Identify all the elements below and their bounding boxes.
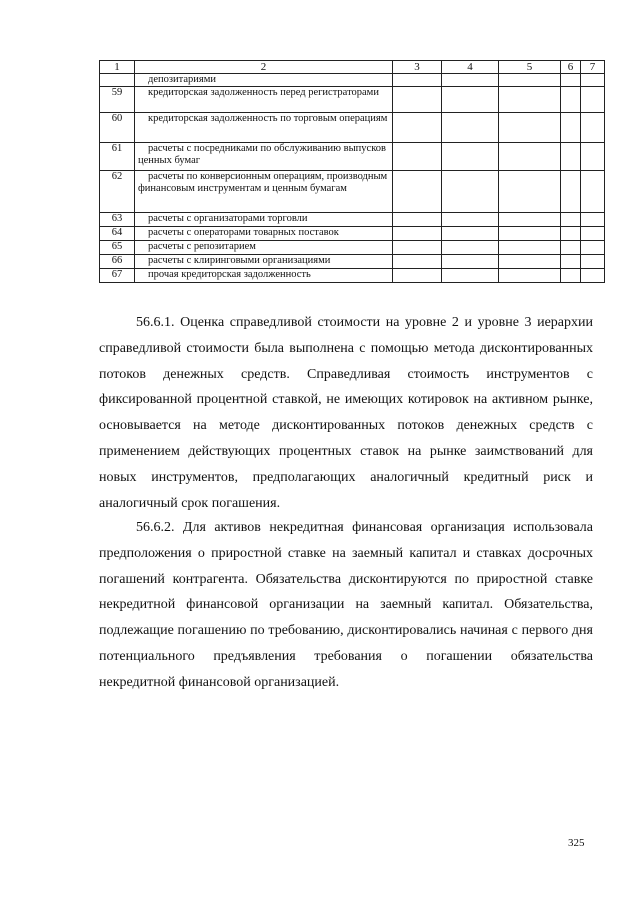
paragraph-56-6-2: 56.6.2. Для активов некредитная финансовая организация использовала предположения о приростной ставке на заемный капитал и ставках досрочных погашений контрагента. Обязательства дисконтируются по приростной ставке некредитной финансовой организации на заемный капитал. Обязательства, подлежащие погашению по требованию, дисконтировались начиная с первого дня потенциального предъявления требования о погашении обязательства некредитной финансовой организацией. (99, 520, 593, 690)
column-header: 6 (561, 61, 581, 74)
row-number: 65 (100, 241, 135, 255)
row-description: расчеты с операторами товарных поставок (135, 227, 393, 241)
paragraph-56-6-1: 56.6.1. Оценка справедливой стоимости на уровне 2 и уровне 3 иерархии справедливой стоимости была выполнена с помощью метода дисконтированных потоков денежных средств. Справедливая стоимость инструментов с фиксированной процентной ставкой, не имеющих котировок на активном рынке, основывается на методе дисконтированных потоков денежных средств с применением действующих процентных ставок на рынке заимствований для новых инструментов, предполагающих аналогичный кредитный риск и аналогичный срок погашения. (99, 315, 593, 511)
row-number: 61 (100, 143, 135, 171)
table-row (100, 113, 605, 143)
row-number: 62 (100, 171, 135, 213)
row-number: 66 (100, 255, 135, 269)
table-row (100, 241, 605, 255)
table-row (100, 87, 605, 113)
column-header: 1 (100, 61, 135, 74)
row-description: расчеты с организаторами торговли (135, 213, 393, 227)
table-row (100, 213, 605, 227)
row-description: расчеты с клиринговыми организациями (135, 255, 393, 269)
row-number: 59 (100, 87, 135, 113)
row-description: кредиторская задолженность по торговым операциям (135, 113, 393, 143)
table-row (100, 255, 605, 269)
row-number: 60 (100, 113, 135, 143)
data-table (99, 60, 605, 283)
column-header: 2 (135, 61, 393, 74)
row-description: прочая кредиторская задолженность (135, 269, 393, 283)
table-row (100, 143, 605, 171)
table-row (100, 269, 605, 283)
row-number: 64 (100, 227, 135, 241)
table-row (100, 171, 605, 213)
row-description: кредиторская задолженность перед регистраторами (135, 87, 393, 113)
column-header: 5 (499, 61, 561, 74)
row-number: 67 (100, 269, 135, 283)
row-description: расчеты с посредниками по обслуживанию выпусков ценных бумаг (135, 143, 393, 171)
table-header-row (100, 61, 605, 74)
row-number (100, 74, 135, 87)
row-description: расчеты по конверсионным операциям, производным финансовым инструментам и ценным бумагам (135, 171, 393, 213)
table-row (100, 74, 605, 87)
column-header: 4 (442, 61, 499, 74)
column-header: 7 (581, 61, 605, 74)
row-number: 63 (100, 213, 135, 227)
column-header: 3 (393, 61, 442, 74)
page-number: 325 (568, 837, 585, 849)
row-description: расчеты с репозитарием (135, 241, 393, 255)
table-row (100, 227, 605, 241)
row-description: депозитариями (135, 74, 393, 87)
